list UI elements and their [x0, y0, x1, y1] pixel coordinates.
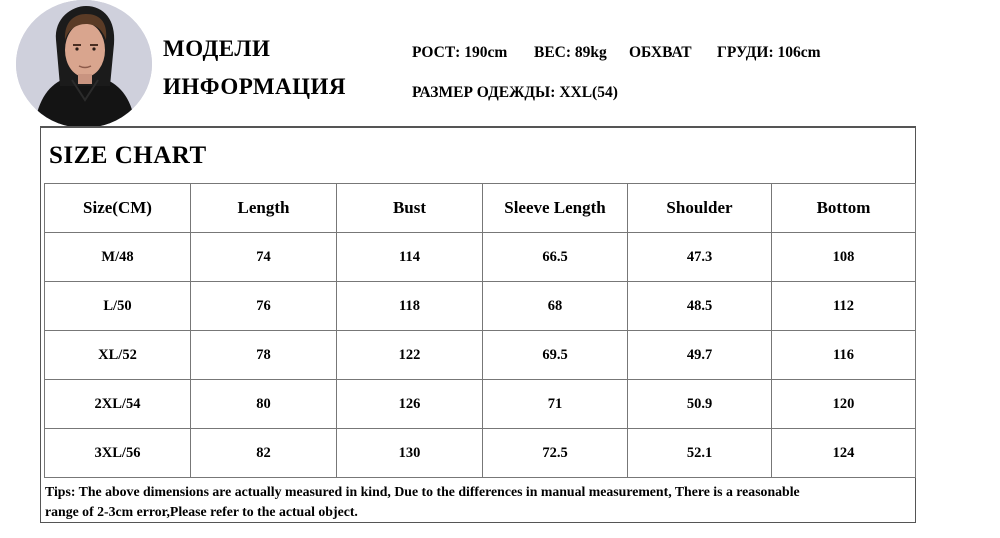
cell-shoulder: 52.1	[628, 429, 772, 478]
cell-length: 74	[191, 233, 337, 282]
cell-size: L/50	[45, 282, 191, 331]
cell-sleeve-length: 71	[483, 380, 628, 429]
cell-length: 78	[191, 331, 337, 380]
cell-size: XL/52	[45, 331, 191, 380]
model-heading-line2: ИНФОРМАЦИЯ	[163, 74, 347, 99]
cell-bottom: 108	[772, 233, 916, 282]
table-row	[45, 282, 916, 331]
cell-shoulder: 49.7	[628, 331, 772, 380]
cell-shoulder: 48.5	[628, 282, 772, 331]
model-height: РОСТ: 190cm	[412, 44, 508, 61]
cell-size: 3XL/56	[45, 429, 191, 478]
tips-line-1: Tips: The above dimensions are actually measured in kind, Due to the differences in manual measurement, There is a reasonable	[45, 484, 800, 499]
model-chest-value: ГРУДИ: 106cm	[717, 44, 821, 61]
cell-bust: 118	[337, 282, 483, 331]
header-bottom: Bottom	[772, 184, 916, 233]
cell-size: 2XL/54	[45, 380, 191, 429]
cell-bust: 130	[337, 429, 483, 478]
cell-sleeve-length: 66.5	[483, 233, 628, 282]
cell-length: 80	[191, 380, 337, 429]
cell-sleeve-length: 72.5	[483, 429, 628, 478]
header-length: Length	[191, 184, 337, 233]
header-size: Size(CM)	[45, 184, 191, 233]
cell-bust: 114	[337, 233, 483, 282]
cell-sleeve-length: 69.5	[483, 331, 628, 380]
model-chest-label: ОБХВАТ	[629, 44, 692, 61]
table-header-row	[45, 184, 916, 233]
tips-line-2: range of 2-3cm error,Please refer to the actual object.	[45, 504, 358, 519]
model-heading-line1: МОДЕЛИ	[163, 36, 271, 61]
cell-bust: 126	[337, 380, 483, 429]
tips-note	[45, 482, 905, 522]
cell-shoulder: 50.9	[628, 380, 772, 429]
model-weight: ВЕС: 89kg	[534, 44, 607, 61]
cell-bottom: 124	[772, 429, 916, 478]
cell-size: M/48	[45, 233, 191, 282]
model-clothing-size: РАЗМЕР ОДЕЖДЫ: XXL(54)	[412, 84, 618, 101]
header-bust: Bust	[337, 184, 483, 233]
size-table	[44, 183, 916, 478]
cell-bottom: 120	[772, 380, 916, 429]
cell-shoulder: 47.3	[628, 233, 772, 282]
cell-bust: 122	[337, 331, 483, 380]
table-row	[45, 380, 916, 429]
table-row	[45, 429, 916, 478]
cell-length: 82	[191, 429, 337, 478]
table-row	[45, 233, 916, 282]
cell-length: 76	[191, 282, 337, 331]
model-photo	[16, 0, 152, 128]
header-sleeve-length: Sleeve Length	[483, 184, 628, 233]
size-chart-panel	[40, 126, 916, 523]
cell-sleeve-length: 68	[483, 282, 628, 331]
cell-bottom: 116	[772, 331, 916, 380]
size-chart-title: SIZE CHART	[49, 142, 207, 169]
table-row	[45, 331, 916, 380]
header-shoulder: Shoulder	[628, 184, 772, 233]
cell-bottom: 112	[772, 282, 916, 331]
